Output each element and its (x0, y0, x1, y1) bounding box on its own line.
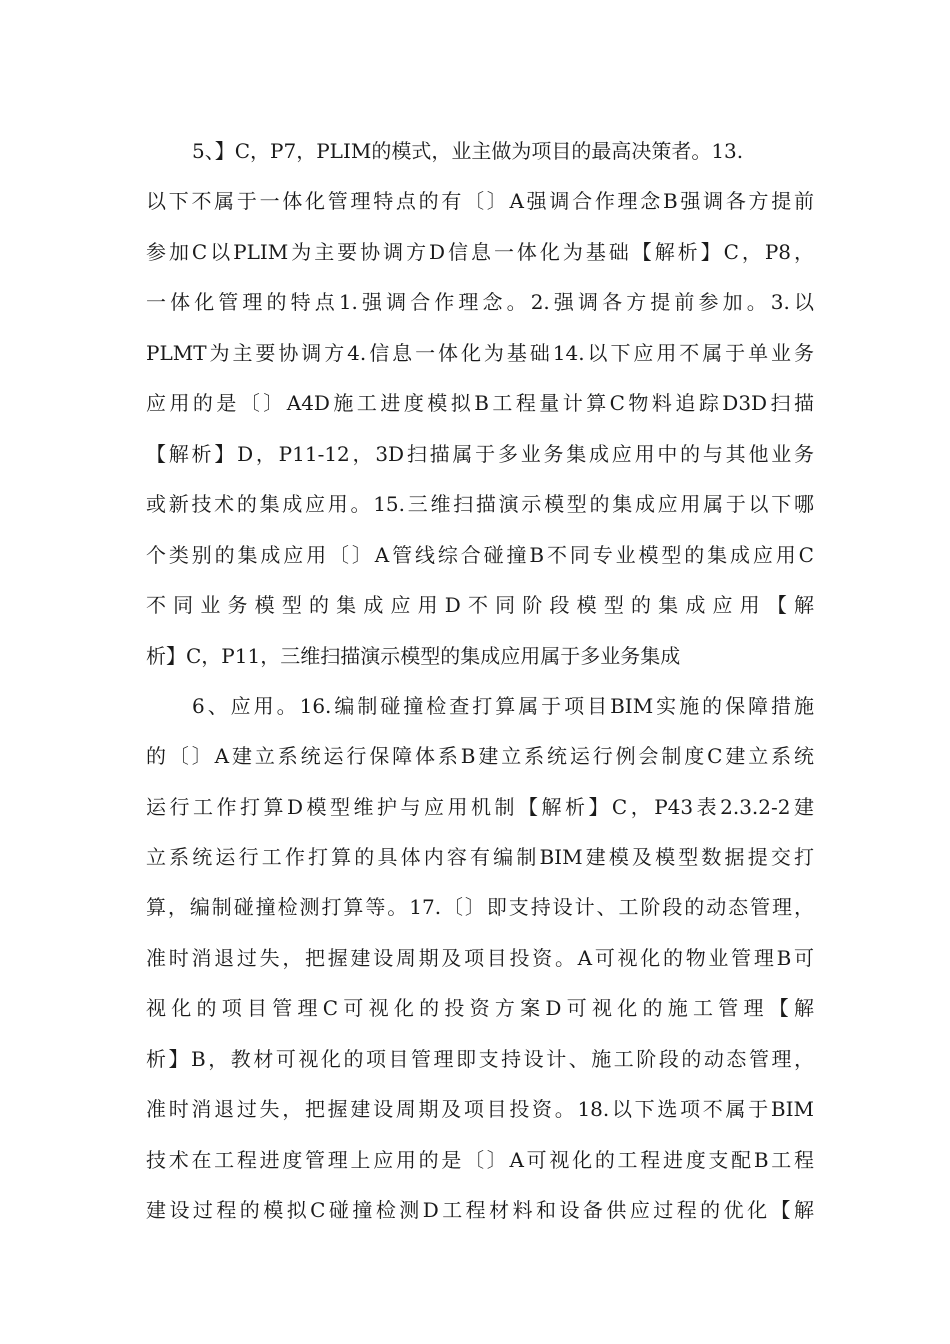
text-line: 6、应用。16.编制碰撞检查打算属于项目BIM实施的保障措施 (192, 694, 814, 718)
text-line: 的〔〕A建立系统运行保障体系B建立系统运行例会制度C建立系统 (146, 744, 814, 768)
text-line: 立系统运行工作打算的具体内容有编制BIM建模及模型数据提交打 (146, 845, 814, 869)
text-line: 5、】C，P7，PLIM的模式，业主做为项目的最高决策者。13. (192, 139, 744, 163)
text-line: 个类别的集成应用〔〕A管线综合碰撞B不同专业模型的集成应用C (146, 543, 814, 567)
text-line: 析】B，教材可视化的项目管理即支持设计、施工阶段的动态管理， (146, 1047, 814, 1071)
text-line: PLMT为主要协调方4.信息一体化为基础14.以下应用不属于单业务 (146, 341, 814, 365)
text-line: 或新技术的集成应用。15.三维扫描演示模型的集成应用属于以下哪 (146, 492, 814, 516)
text-line: 视化的项目管理C可视化的投资方案D可视化的施工管理【解 (146, 996, 814, 1020)
text-line: 应用的是〔〕A4D施工进度模拟B工程量计算C物料追踪D3D扫描 (146, 391, 814, 415)
text-line: 析】C，P11，三维扫描演示模型的集成应用属于多业务集成 (146, 644, 681, 668)
text-line: 不同业务模型的集成应用D不同阶段模型的集成应用【解 (146, 593, 814, 617)
text-line: 建设过程的模拟C碰撞检测D工程材料和设备供应过程的优化【解 (146, 1198, 814, 1222)
text-line: 【解析】D，P11-12，3D扫描属于多业务集成应用中的与其他业务 (146, 442, 814, 466)
text-line: 参加C以PLIM为主要协调方D信息一体化为基础【解析】C，P8， (146, 240, 814, 264)
text-line: 准时消退过失，把握建设周期及项目投资。18.以下选项不属于BIM (146, 1097, 814, 1121)
text-line: 技术在工程进度管理上应用的是〔〕A可视化的工程进度支配B工程 (146, 1148, 814, 1172)
text-line: 准时消退过失，把握建设周期及项目投资。A可视化的物业管理B可 (146, 946, 814, 970)
text-line: 算，编制碰撞检测打算等。17.〔〕即支持设计、工阶段的动态管理， (146, 895, 814, 919)
text-line: 一体化管理的特点1.强调合作理念。2.强调各方提前参加。3.以 (146, 290, 814, 314)
text-line: 运行工作打算D模型维护与应用机制【解析】C，P43表2.3.2-2建 (146, 795, 814, 819)
text-line: 以下不属于一体化管理特点的有〔〕A强调合作理念B强调各方提前 (146, 189, 814, 213)
